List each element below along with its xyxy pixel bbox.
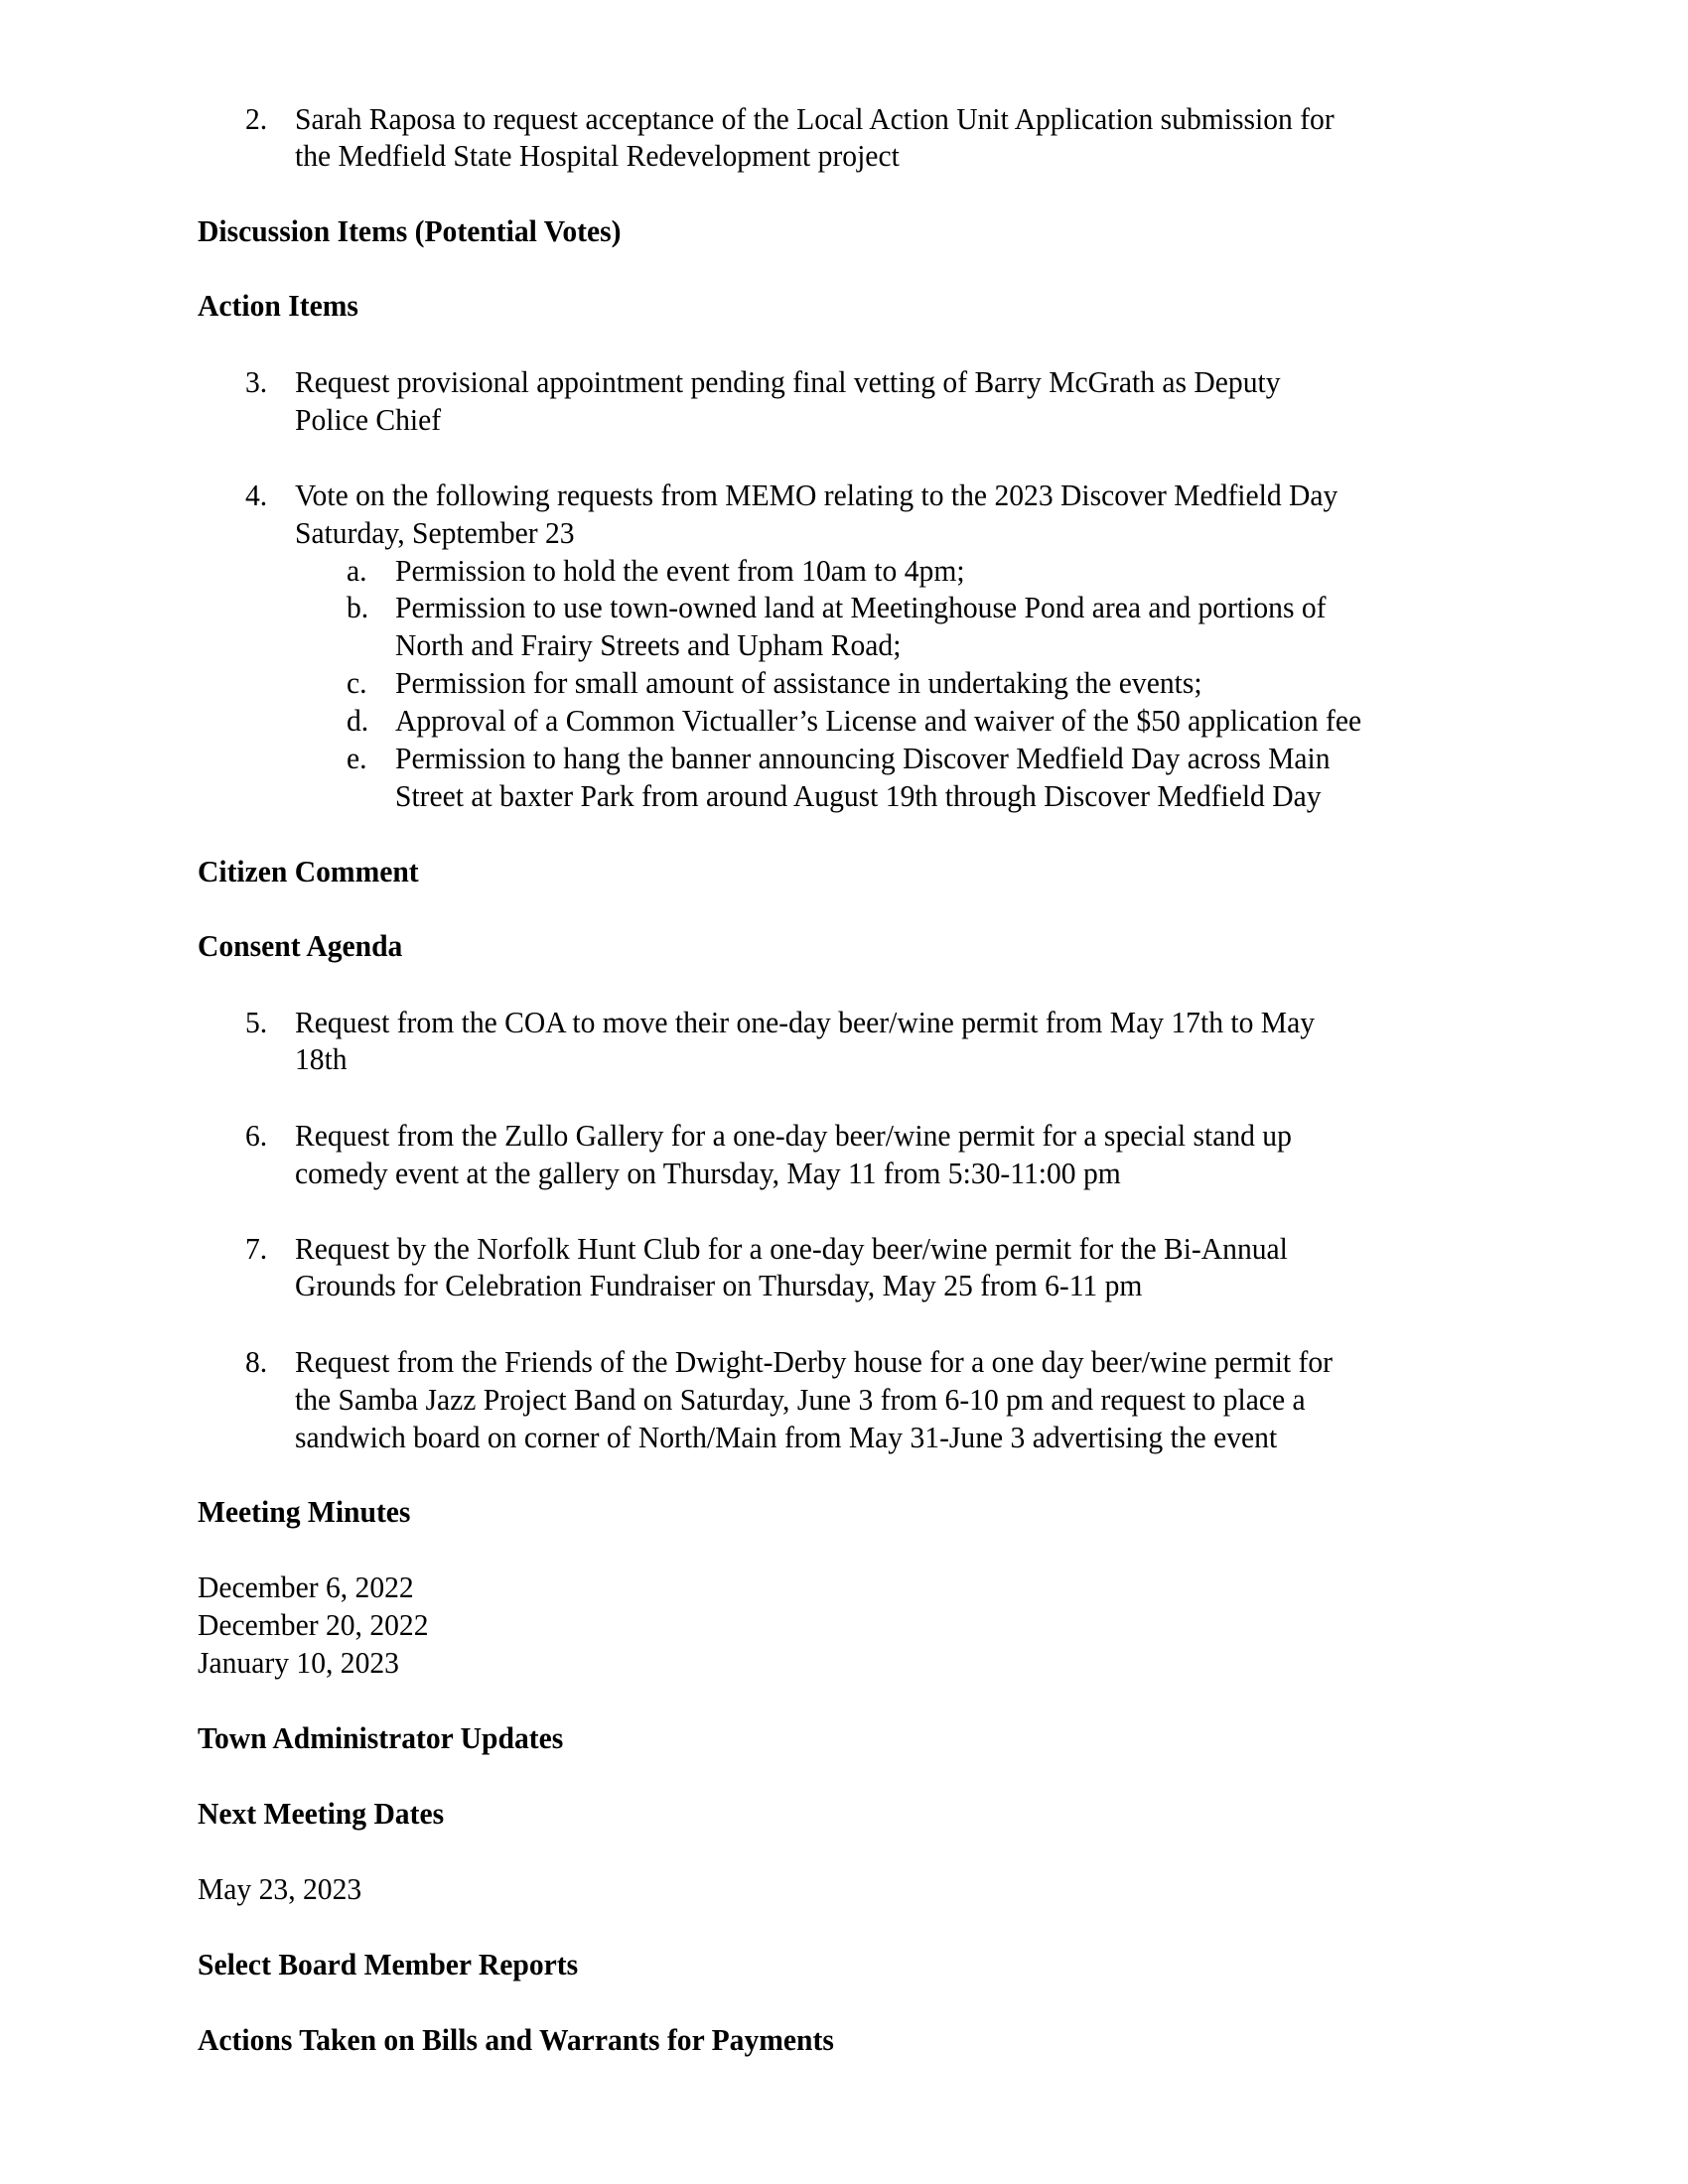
heading-discussion-items: Discussion Items (Potential Votes) bbox=[198, 214, 622, 248]
subitem-letter: a. bbox=[347, 554, 367, 588]
heading-consent-agenda: Consent Agenda bbox=[198, 929, 403, 963]
item-text-line: Vote on the following requests from MEMO relating to the 2023 Discover Medfield Day bbox=[295, 478, 1338, 512]
item-number: 2. bbox=[245, 102, 268, 136]
subitem-text-line: Permission to use town-owned land at Meetinghouse Pond area and portions of bbox=[395, 591, 1327, 624]
item-text-line: Request by the Norfolk Hunt Club for a one-day beer/wine permit for the Bi-Annual bbox=[295, 1232, 1288, 1266]
item-text-line: Police Chief bbox=[295, 403, 442, 437]
item-text-line: Request from the COA to move their one-day beer/wine permit from May 17th to May bbox=[295, 1006, 1316, 1039]
subitem-letter: b. bbox=[347, 591, 369, 624]
next-meeting-date: May 23, 2023 bbox=[198, 1872, 362, 1906]
subitem-text-line: Street at baxter Park from around August 19th through Discover Medfield Day bbox=[395, 779, 1322, 813]
subitem-letter: d. bbox=[347, 704, 369, 738]
item-text-line: Request provisional appointment pending final vetting of Barry McGrath as Deputy bbox=[295, 365, 1281, 399]
heading-meeting-minutes: Meeting Minutes bbox=[198, 1495, 411, 1529]
item-text-line: the Samba Jazz Project Band on Saturday, June 3 from 6-10 pm and request to place a bbox=[295, 1383, 1306, 1417]
heading-next-meeting-dates: Next Meeting Dates bbox=[198, 1797, 445, 1831]
item-text-line: sandwich board on corner of North/Main from May 31-June 3 advertising the event bbox=[295, 1421, 1278, 1454]
item-number: 3. bbox=[245, 365, 268, 399]
item-text-line: Saturday, September 23 bbox=[295, 516, 575, 550]
item-number: 8. bbox=[245, 1345, 268, 1379]
item-text-line: Sarah Raposa to request acceptance of the Local Action Unit Application submission for bbox=[295, 102, 1335, 136]
item-number: 4. bbox=[245, 478, 268, 512]
heading-town-administrator-updates: Town Administrator Updates bbox=[198, 1721, 564, 1755]
item-number: 6. bbox=[245, 1119, 268, 1153]
subitem-letter: c. bbox=[347, 666, 367, 700]
minutes-date: December 6, 2022 bbox=[198, 1570, 414, 1604]
item-text-line: Request from the Friends of the Dwight-Derby house for a one day beer/wine permit for bbox=[295, 1345, 1334, 1379]
item-number: 5. bbox=[245, 1006, 268, 1039]
subitem-text-line: Permission for small amount of assistance in undertaking the events; bbox=[395, 666, 1202, 700]
heading-select-board-reports: Select Board Member Reports bbox=[198, 1948, 579, 1981]
subitem-text-line: Permission to hang the banner announcing Discover Medfield Day across Main bbox=[395, 742, 1331, 775]
item-text-line: Request from the Zullo Gallery for a one-day beer/wine permit for a special stand up bbox=[295, 1119, 1292, 1153]
subitem-letter: e. bbox=[347, 742, 367, 775]
heading-citizen-comment: Citizen Comment bbox=[198, 855, 419, 888]
minutes-date: January 10, 2023 bbox=[198, 1646, 399, 1680]
subitem-text-line: Approval of a Common Victualler’s License and waiver of the $50 application fee bbox=[395, 704, 1362, 738]
item-text-line: the Medfield State Hospital Redevelopment project bbox=[295, 139, 900, 173]
heading-action-items: Action Items bbox=[198, 289, 358, 323]
item-text-line: 18th bbox=[295, 1042, 348, 1076]
heading-bills-and-warrants: Actions Taken on Bills and Warrants for Payments bbox=[198, 2023, 834, 2057]
item-text-line: Grounds for Celebration Fundraiser on Thursday, May 25 from 6-11 pm bbox=[295, 1269, 1143, 1302]
minutes-date: December 20, 2022 bbox=[198, 1608, 429, 1642]
item-text-line: comedy event at the gallery on Thursday, May 11 from 5:30-11:00 pm bbox=[295, 1157, 1121, 1190]
item-number: 7. bbox=[245, 1232, 268, 1266]
subitem-text-line: North and Frairy Streets and Upham Road; bbox=[395, 628, 902, 662]
subitem-text-line: Permission to hold the event from 10am to 4pm; bbox=[395, 554, 965, 588]
